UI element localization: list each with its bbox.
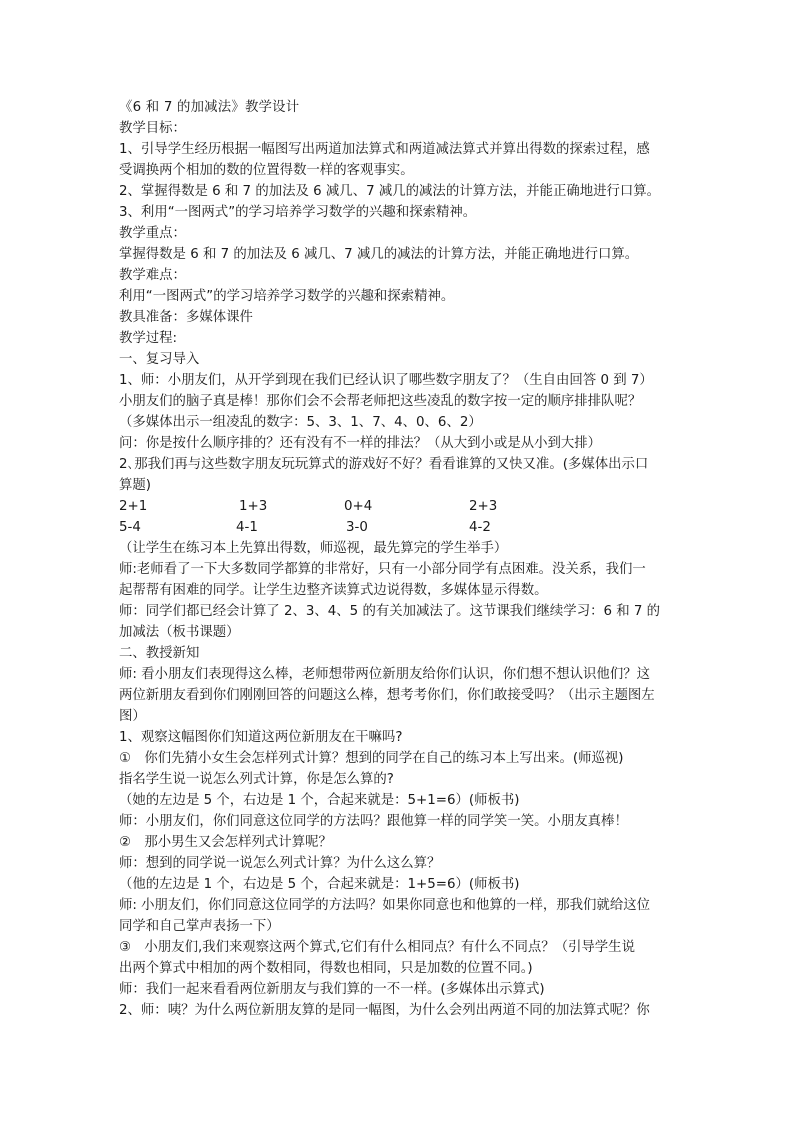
section-heading: 教学重点： [119,226,186,241]
oral-problem: 0+4 [344,499,373,514]
text-line: 利用“一图两式”的学习培养学习数学的兴趣和探索精神。 [119,289,455,304]
text-line: 2､那我们再与这些数字朋友玩玩算式的游戏好不好？看看谁算的又快又准。(多媒体出示口 [119,457,649,472]
text-line: ① 你们先猜小女生会怎样列式计算？想到的同学在自己的练习本上写出来。(师巡视) [119,751,624,766]
text-line: （多媒体出示一组凌乱的数字：5、3、1、7、4、0、6、2） [119,415,482,430]
text-line: 3、利用“一图两式”的学习培养学习数学的兴趣和探索精神。 [119,205,477,220]
text-line: （让学生在练习本上先算出得数，师巡视，最先算完的学生举手） [119,541,508,556]
section-heading: 一、复习导入 [119,352,200,367]
oral-problems-row-1 [119,496,679,517]
text-line: 师：想到的同学说一说怎么列式计算？为什么这么算？ [119,856,441,871]
section-heading: 二、教授新知 [119,646,200,661]
oral-problem: 1+3 [239,499,268,514]
text-line: 掌握得数是 6 和 7 的加法及 6 减几、7 减几的减法的计算方法，并能正确地进行口算。 [119,247,639,262]
text-line: 1、观察这幅图你们知道这两位新朋友在干嘛吗? [119,730,403,745]
text-line: （她的左边是 5 个，右边是 1 个，合起来就是：5+1=6）(师板书) [119,793,520,808]
text-line: 师: 看小朋友们表现得这么棒，老师想带两位新朋友给你们认识，你们想不想认识他们？这 [119,667,650,682]
text-line: 师：同学们都已经会计算了 2、3、4、5 的有关加减法了。这节课我们继续学习：6 和 7 的 [119,604,661,619]
text-line: 教具准备：多媒体课件 [119,310,253,325]
text-line: 起帮帮有困难的同学。让学生边整齐读算式边说得数，多媒体显示得数。 [119,583,548,598]
text-line: 师：小朋友们，你们同意这位同学的方法吗？跟他算一样的同学笑一笑。小朋友真棒！ [119,814,628,829]
section-heading: 教学难点： [119,268,186,283]
oral-problem: 2+1 [119,499,148,514]
text-line: 师:老师看了一下大多数同学都算的非常好，只有一小部分同学有点困难。没关系，我们一 [119,562,646,577]
text-line: 算题) [119,478,152,493]
oral-problem: 2+3 [469,499,498,514]
text-line: 指名学生说一说怎么列式计算，你是怎么算的? [119,772,394,787]
text-line: 同学和自己掌声表扬一下） [119,919,280,934]
text-line: ③ 小朋友们,我们来观察这两个算式,它们有什么相同点？有什么不同点？（引导学生说 [119,940,635,955]
oral-problem: 5-4 [119,520,141,535]
text-line: 问：你是按什么顺序排的？还有没有不一样的排法？（从大到小或是从小到大排） [119,436,602,451]
text-line: 师: 小朋友们，你们同意这位同学的方法吗？如果你同意也和他算的一样，那我们就给这位 [119,898,650,913]
text-line: （他的左边是 1 个，右边是 5 个，合起来就是：1+5=6）(师板书) [119,877,520,892]
section-heading: 教学过程: [119,331,178,346]
text-line: 出两个算式中相加的两个数相同，得数也相同，只是加数的位置不同。) [119,961,533,976]
text-line: 师：我们一起来看看两位新朋友与我们算的一不一样。(多媒体出示算式) [119,982,545,997]
oral-problem: 4-2 [469,520,491,535]
text-line: 小朋友们的脑子真是棒！那你们会不会帮老师把这些凌乱的数字按一定的顺序排排队呢？ [119,394,642,409]
text-line: 受调换两个相加的数的位置得数一样的客观事实。 [119,163,414,178]
text-line: 1、师：小朋友们，从开学到现在我们已经认识了哪些数字朋友了？（生自由回答 0 到 7） [119,373,653,388]
text-line: ② 那小男生又会怎样列式计算呢？ [119,835,332,850]
oral-problem: 3-0 [346,520,368,535]
text-line: 1、引导学生经历根据一幅图写出两道加法算式和两道减法算式并算出得数的探索过程，感 [119,142,650,157]
document-title: 《6 和 7 的加减法》教学设计 [119,100,300,115]
text-line: 加减法（板书课题） [119,625,240,640]
oral-problems-row-2 [119,517,679,538]
oral-problem: 4-1 [236,520,258,535]
text-line: 图） [119,709,146,724]
text-line: 2、师：咦？为什么两位新朋友算的是同一幅图，为什么会列出两道不同的加法算式呢？你 [119,1003,650,1018]
text-line: 2、掌握得数是 6 和 7 的加法及 6 减几、7 减几的减法的计算方法，并能正确地进行口算。 [119,184,661,199]
text-line: 教学目标： [119,121,186,136]
text-line: 两位新朋友看到你们刚刚回答的问题这么棒，想考考你们，你们敢接受吗？（出示主题图左 [119,688,655,703]
document-body [119,97,679,1021]
